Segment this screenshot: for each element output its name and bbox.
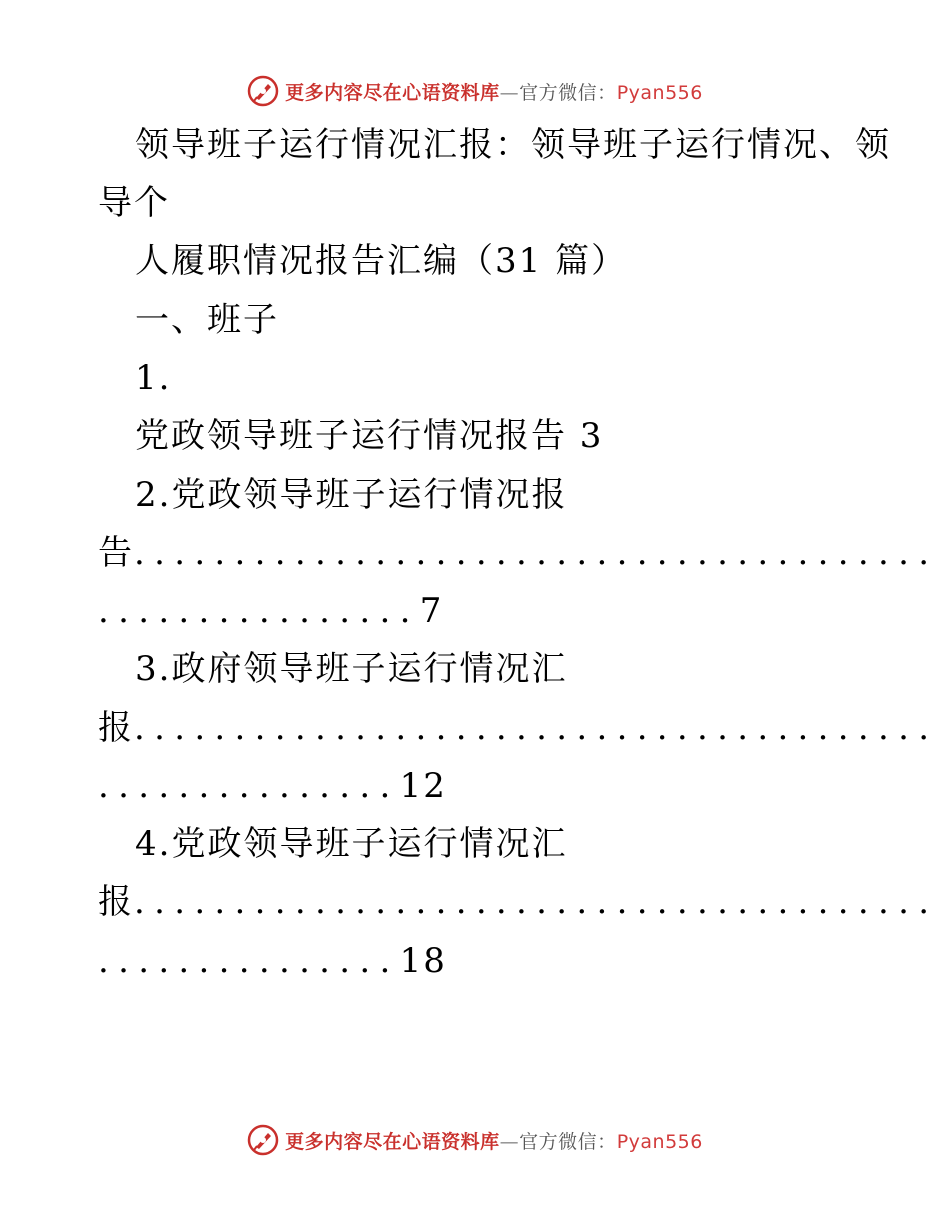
watermark-site: 更多内容尽在心语资料库 (285, 81, 500, 104)
watermark-id: Pyan556 (616, 1130, 703, 1153)
document-title-line-3: 人履职情况报告汇编（31 篇） (135, 241, 628, 281)
toc-entry-4-title: 4.党政领导班子运行情况汇 (135, 824, 568, 864)
toc-entry-3-page-line (98, 761, 447, 811)
toc-entry-4-dots-cont: ............... (98, 941, 400, 981)
watermark-text (285, 1127, 703, 1154)
toc-entry-2-title-end: 告 (98, 533, 134, 573)
toc-entry-3-dots: ........................................ (134, 708, 939, 748)
toc-entry-4-page: 18 (399, 941, 447, 981)
quill-logo-icon (247, 75, 279, 107)
toc-entry-2-dots-cont: ................ (98, 591, 420, 631)
toc-entry-4-dots: ........................................ (134, 882, 939, 922)
watermark-id: Pyan556 (616, 81, 703, 104)
watermark-label: 官方微信： (519, 81, 617, 104)
toc-entry-4-title-end: 报 (98, 882, 134, 922)
toc-entry-1-number: 1. (135, 358, 172, 398)
toc-entry-3-title-end: 报 (98, 708, 134, 748)
watermark-site: 更多内容尽在心语资料库 (285, 1130, 500, 1153)
toc-entry-2-page-line (98, 586, 443, 636)
toc-entry-3-dots-cont: ............... (98, 766, 400, 806)
toc-entry-2-leader (98, 528, 938, 578)
toc-entry-2-page: 7 (419, 591, 444, 631)
toc-entry-1-title: 党政领导班子运行情况报告 3 (135, 416, 604, 456)
watermark-label: 官方微信： (519, 1130, 617, 1153)
toc-entry-2-title: 2.党政领导班子运行情况报 (135, 475, 568, 515)
toc-entry-3-page: 12 (399, 766, 447, 806)
watermark-dash: — (499, 1130, 520, 1153)
footer-watermark (0, 1120, 950, 1160)
watermark-group (247, 1124, 703, 1156)
watermark-group (247, 75, 703, 107)
toc-entry-4-leader (98, 877, 938, 927)
document-title-line-2: 导个 (98, 183, 170, 223)
watermark-dash: — (499, 81, 520, 104)
document-title-line-1: 领导班子运行情况汇报：领导班子运行情况、领 (135, 125, 891, 165)
toc-entry-4-page-line (98, 936, 447, 986)
toc-entry-2-dots: ........................................ (134, 533, 939, 573)
quill-logo-icon (247, 1124, 279, 1156)
watermark-text (285, 78, 703, 105)
toc-entry-3-title: 3.政府领导班子运行情况汇 (135, 649, 568, 689)
header-watermark (0, 71, 950, 111)
section-heading: 一、班子 (135, 300, 279, 340)
toc-entry-3-leader (98, 703, 938, 753)
